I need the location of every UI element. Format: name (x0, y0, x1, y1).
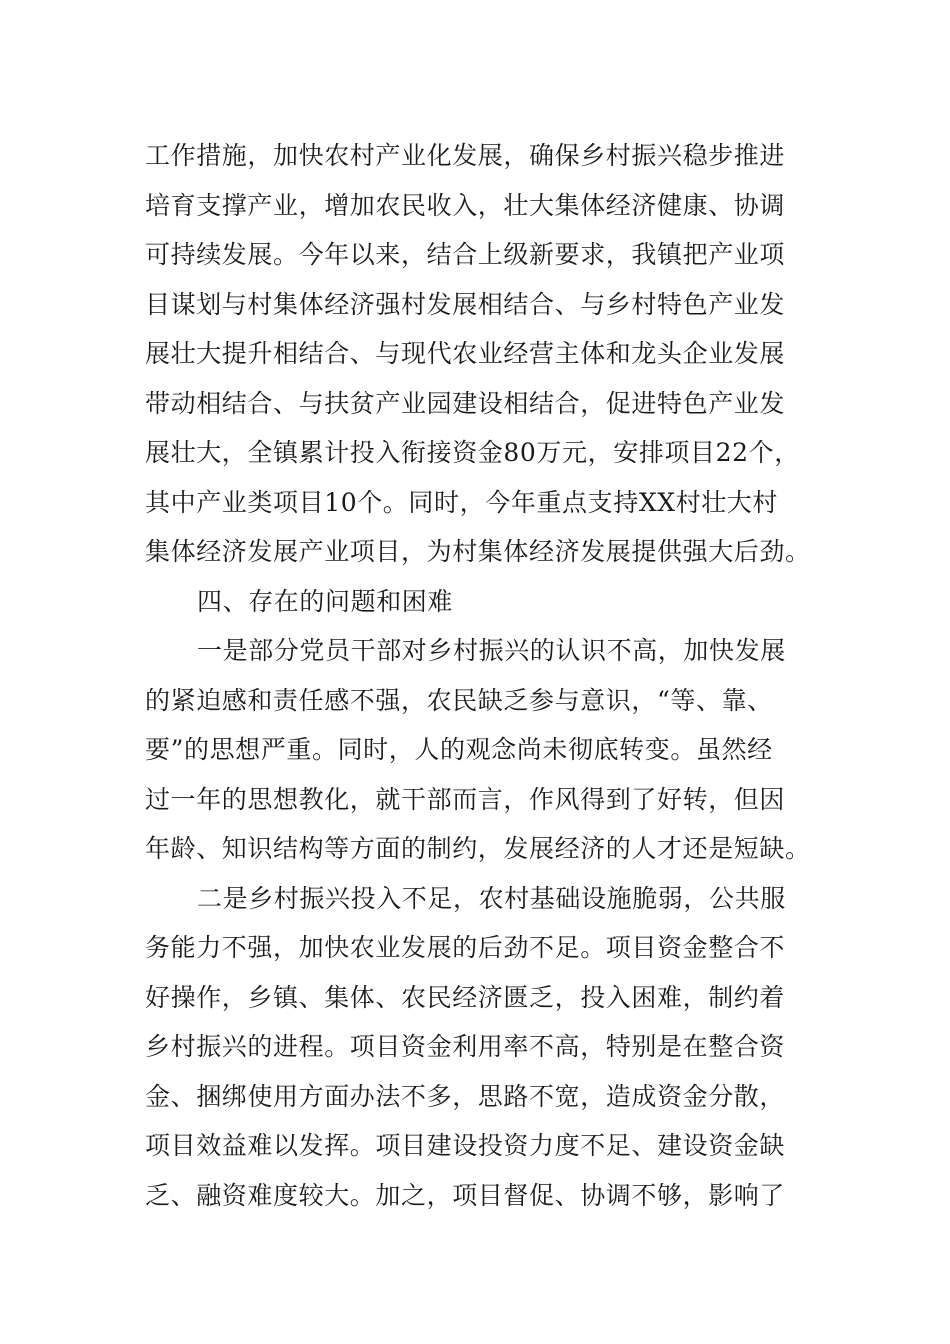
text-line: 金、捆绑使用方面办法不多，思路不宽，造成资金分散， (145, 1081, 786, 1111)
text-line: 展壮大，全镇累计投入衔接资金80万元，安排项目22个， (145, 438, 800, 467)
text-line: 二是乡村振兴投入不足，农村基础设施脆弱，公共服 (197, 883, 786, 913)
text-line: 要”的思想严重。同时，人的观念尚未彻底转变。虽然经 (145, 735, 773, 764)
text-line: 乡村振兴的进程。项目资金利用率不高，特别是在整合资 (145, 1032, 786, 1061)
text-line: 好操作，乡镇、集体、农民经济匮乏，投入困难，制约着 (145, 982, 786, 1012)
text-line: 乏、融资难度较大。加之，项目督促、协调不够，影响了 (145, 1180, 786, 1210)
text-line: 年龄、知识结构等方面的制约，发展经济的人才还是短缺。 (145, 834, 811, 863)
document-body (145, 131, 835, 1220)
section-heading: 四、存在的问题和困难 (197, 586, 454, 616)
text-line: 目谋划与村集体经济强村发展相结合、与乡村特色产业发 (145, 289, 786, 319)
text-line: 工作措施，加快农村产业化发展，确保乡村振兴稳步推进 (145, 141, 786, 170)
text-line: 项目效益难以发挥。项目建设投资力度不足、建设资金缺 (145, 1131, 786, 1160)
text-line: 务能力不强，加快农业发展的后劲不足。项目资金整合不 (145, 933, 786, 962)
text-line: 展壮大提升相结合、与现代农业经营主体和龙头企业发展 (145, 339, 786, 368)
text-line: 过一年的思想教化，就干部而言，作风得到了好转，但因 (145, 784, 786, 814)
text-line: 培育支撑产业，增加农民收入，壮大集体经济健康、协调 (145, 190, 786, 220)
text-line: 的紧迫感和责任感不强，农民缺乏参与意识，“等、靠、 (145, 685, 773, 715)
text-line: 其中产业类项目10个。同时，今年重点支持XX村壮大村 (145, 487, 779, 517)
text-line: 集体经济发展产业项目，为村集体经济发展提供强大后劲。 (145, 537, 811, 566)
text-line: 可持续发展。今年以来，结合上级新要求，我镇把产业项 (145, 240, 786, 269)
text-line: 一是部分党员干部对乡村振兴的认识不高，加快发展 (197, 636, 786, 665)
text-line: 带动相结合、与扶贫产业园建设相结合，促进特色产业发 (145, 388, 786, 418)
